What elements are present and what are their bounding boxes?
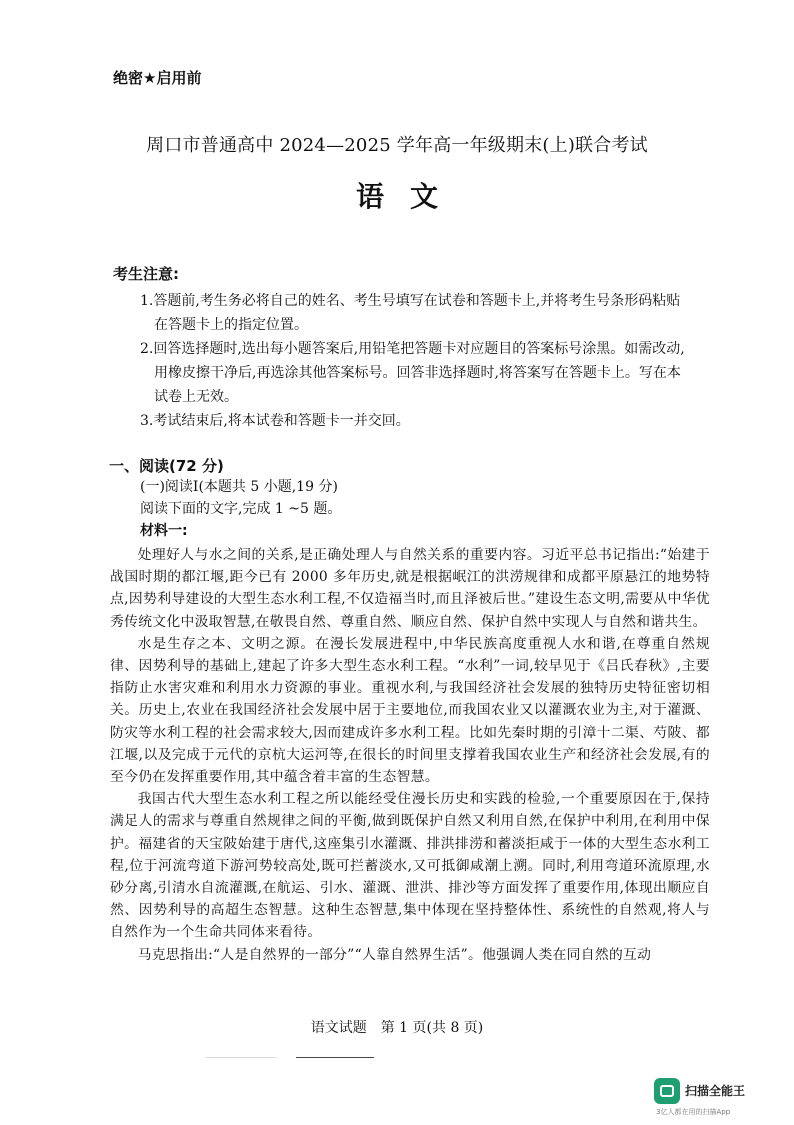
passage-paragraph: 我国古代大型生态水利工程之所以能经受住漫长历史和实践的检验,一个重要原因在于,保持满足人的需求与尊重自然规律之间的平衡,做到既保护自然又利用自然,在保护中利用,在利用中保护。福建省的天宝陂始建于唐代,这座集引水灌溉、排洪排涝和蓄淡拒咸于一体的大型生态水利工程,位于河流弯道下游河势较高处,既可拦蓄淡水,又可抵御咸潮上溯。同时,利用弯道环流原理,水砂分离,引清水自流灌溉,在航运、引水、灌溉、泄洪、排沙等方面发挥了重要作用,体现出顺应自然、因势利导的高超生态智慧。这种生态智慧,集中体现在坚持整体性、系统性的自然观,将人与自然作为一个生命共同体来看待。 <box>110 791 710 941</box>
notice-list <box>140 289 685 433</box>
page-footer: 语文试题 第 1 页(共 8 页) <box>310 1020 484 1036</box>
notice-item: 3.考试结束后,将本试卷和答题卡一并交回。 <box>140 413 410 429</box>
footer-divider-faint <box>206 1057 276 1058</box>
scanner-logo-icon <box>654 1078 680 1104</box>
exam-title: 周口市普通高中 2024—2025 学年高一年级期末(上)联合考试 <box>146 135 648 156</box>
material-label: 材料一: <box>140 523 188 539</box>
subject-title: 语文 <box>355 180 464 213</box>
notice-item: 1.答题前,考生务必将自己的姓名、考生号填写在试卷和答题卡上,并将考生号条形码粘贴在答题卡上的指定位置。 <box>140 293 681 333</box>
scanner-tagline: 3亿人都在用的扫描App <box>656 1108 731 1116</box>
section-heading: 一、阅读(72 分) <box>109 457 224 475</box>
confidential-label: 绝密★启用前 <box>113 69 202 87</box>
scanner-app-name: 扫描全能王 <box>685 1084 746 1098</box>
footer-divider <box>296 1057 374 1058</box>
scanner-watermark <box>654 1078 774 1118</box>
reading-instruction: 阅读下面的文字,完成 1 ~5 题。 <box>140 501 342 517</box>
notice-item: 2.回答选择题时,选出每小题答案后,用铅笔把答题卡对应题目的答案标号涂黑。如需改动,用橡皮擦干净后,再选涂其他答案标号。回答非选择题时,将答案写在答题卡上。写在本试卷上无效。 <box>140 341 685 405</box>
passage-paragraph: 马克思指出:“人是自然界的一部分”“人靠自然界生活”。他强调人类在同自然的互动 <box>137 946 652 963</box>
reading-subheading: (一)阅读Ⅰ(本题共 5 小题,19 分) <box>140 479 338 495</box>
reading-passage <box>110 544 710 966</box>
passage-paragraph: 水是生存之本、文明之源。在漫长发展进程中,中华民族高度重视人水和谐,在尊重自然规律、因势利导的基础上,建起了许多大型生态水利工程。“水利”一词,较早见于《吕氏春秋》,主要指防止水害灾难和利用水力资源的事业。重视水利,与我国经济社会发展的独特历史特征密切相关。历史上,农业在我国经济社会发展中居于主要地位,而我国农业又以灌溉农业为主,对于灌溉、防灾等水利工程的社会需求较大,因而建成许多水利工程。比如先秦时期的引漳十二渠、芍陂、都江堰,以及完成于元代的京杭大运河等,在很长的时间里支撑着我国农业生产和经济社会发展,有的至今仍在发挥重要作用,其中蕴含着丰富的生态智慧。 <box>110 635 710 786</box>
passage-paragraph: 处理好人与水之间的关系,是正确处理人与自然关系的重要内容。习近平总书记指出:“始建于战国时期的都江堰,距今已有 2000 多年历史,就是根据岷江的洪涝规律和成都平原悬江的地势特点,因势利导建设的大型生态水利工程,不仅造福当时,而且泽被后世。”建设生态文明,需要从中华优秀传统文化中汲取智慧,在敬畏自然、尊重自然、顺应自然、保护自然中实现人与自然和谐共生。 <box>110 547 710 630</box>
notice-heading: 考生注意: <box>113 265 179 283</box>
